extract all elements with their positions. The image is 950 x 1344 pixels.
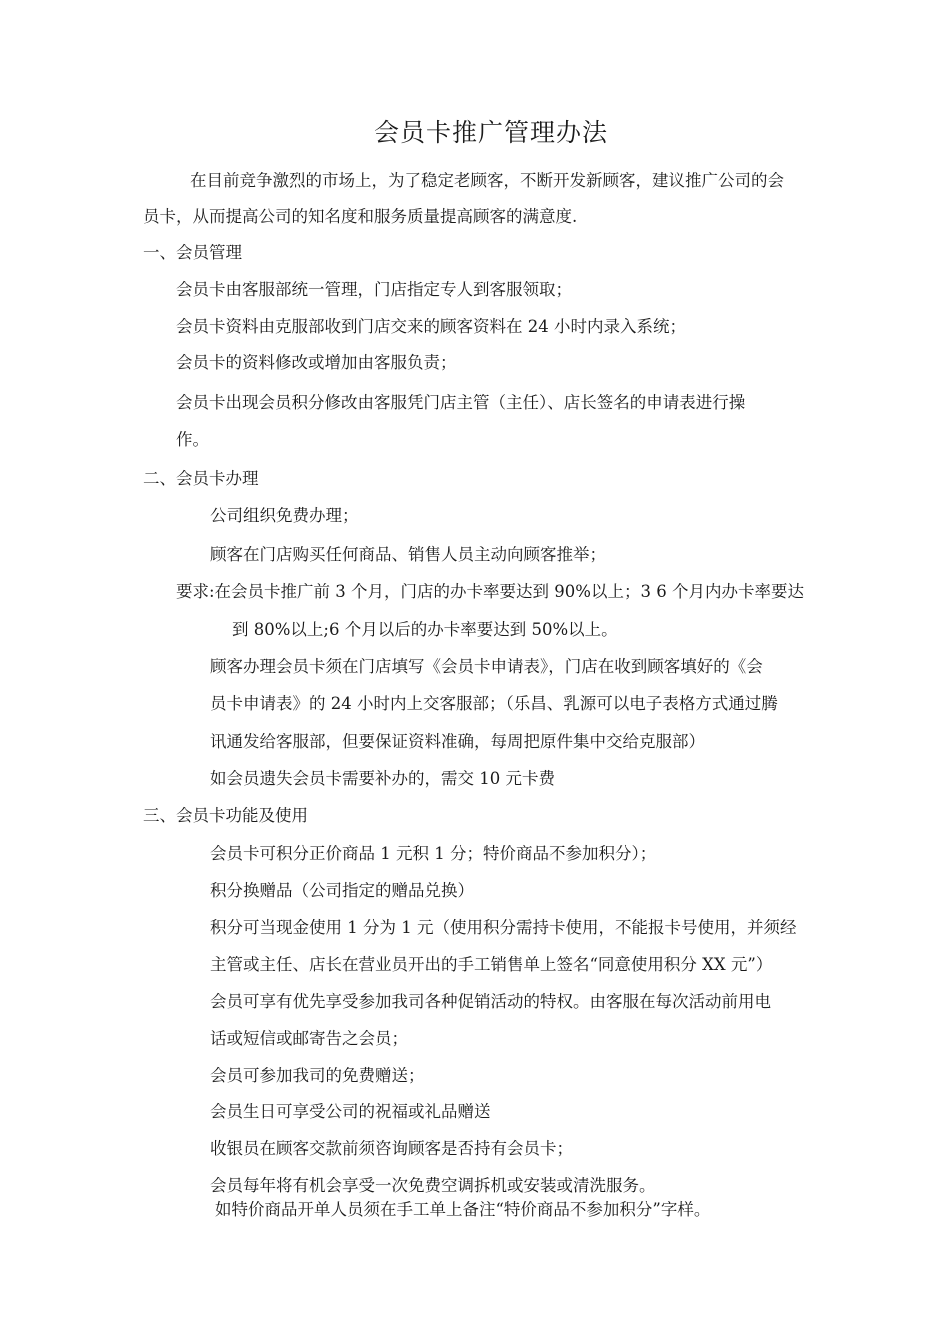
intro-line-1: 在目前竞争激烈的市场上，为了稳定老顾客，不断开发新顾客，建议推广公司的会 xyxy=(190,171,784,190)
section-3-item: 积分可当现金使用 1 分为 1 元（使用积分需持卡使用，不能报卡号使用，并须经 xyxy=(210,918,797,937)
section-3-item: 会员可享有优先享受参加我司各种促销活动的特权。由客服在每次活动前用电 xyxy=(210,992,771,1011)
section-2-heading: 二、会员卡办理 xyxy=(143,469,259,488)
section-3-item: 会员生日可享受公司的祝福或礼品赠送 xyxy=(210,1102,491,1121)
section-1-item: 会员卡由客服部统一管理，门店指定专人到客服领取； xyxy=(176,280,572,299)
section-2-item: 顾客在门店购买任何商品、销售人员主动向顾客推举； xyxy=(210,545,606,564)
section-3-item: 会员卡可积分正价商品 1 元积 1 分；特价商品不参加积分）； xyxy=(210,844,657,863)
section-3-item: 积分换赠品（公司指定的赠品兑换） xyxy=(210,881,474,900)
section-2-item: 到 80%以上;6 个月以后的办卡率要达到 50%以上。 xyxy=(232,620,618,639)
section-3-item: 收银员在顾客交款前须咨询顾客是否持有会员卡； xyxy=(210,1139,573,1158)
section-2-item: 公司组织免费办理； xyxy=(210,506,359,525)
section-2-item: 如会员遗失会员卡需要补办的，需交 10 元卡费 xyxy=(210,769,555,788)
section-2-item: 顾客办理会员卡须在门店填写《会员卡申请表》，门店在收到顾客填好的《会 xyxy=(210,657,763,676)
section-2-item: 员卡申请表》的 24 小时内上交客服部；（乐昌、乳源可以电子表格方式通过腾 xyxy=(210,694,778,713)
section-2-item: 讯通发给客服部，但要保证资料准确，每周把原件集中交给克服部） xyxy=(210,732,705,751)
intro-line-2: 员卡，从而提高公司的知名度和服务质量提高顾客的满意度. xyxy=(143,207,578,226)
section-3-item: 会员可参加我司的免费赠送； xyxy=(210,1066,425,1085)
section-1-heading: 一、会员管理 xyxy=(143,243,242,262)
document-title: 会员卡推广管理办法 xyxy=(373,118,608,147)
section-1-item: 会员卡出现会员积分修改由客服凭门店主管（主任）、店长签名的申请表进行操 xyxy=(176,393,746,412)
section-2-item: 要求:在会员卡推广前 3 个月，门店的办卡率要达到 90%以上；3 6 个月内办卡率要达 xyxy=(176,582,804,601)
section-3-item: 如特价商品开单人员须在手工单上备注“特价商品不参加积分”字样。 xyxy=(215,1200,711,1219)
section-1-item: 会员卡的资料修改或增加由客服负责； xyxy=(176,353,457,372)
section-1-item: 作。 xyxy=(176,430,209,449)
section-3-item: 会员每年将有机会享受一次免费空调拆机或安装或清洗服务。 xyxy=(210,1176,656,1195)
section-3-heading: 三、会员卡功能及使用 xyxy=(143,806,308,825)
section-1-item: 会员卡资料由克服部收到门店交来的顾客资料在 24 小时内录入系统； xyxy=(176,317,686,336)
section-3-item: 主管或主任、店长在营业员开出的手工销售单上签名“同意使用积分 XX 元”） xyxy=(210,955,773,974)
section-3-item: 话或短信或邮寄告之会员； xyxy=(210,1029,408,1048)
